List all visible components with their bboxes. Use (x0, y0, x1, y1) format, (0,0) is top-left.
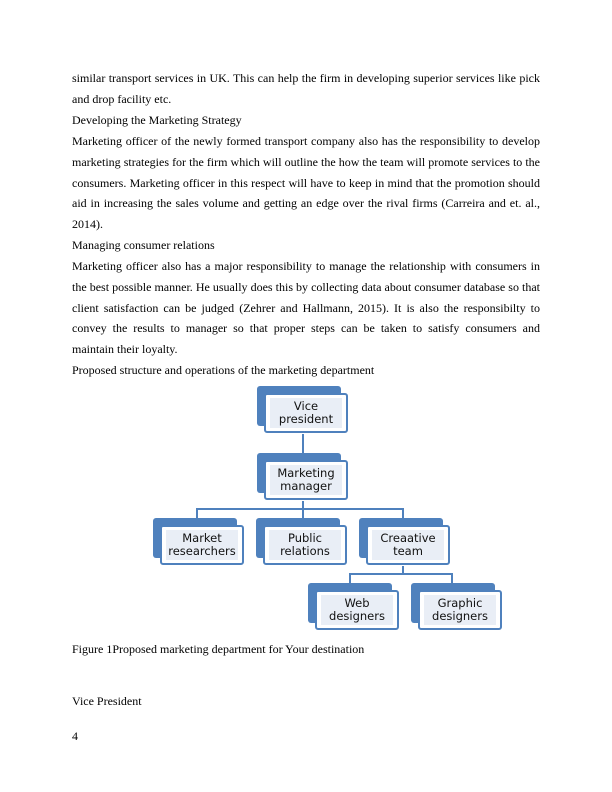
org-node-label: Public relations (269, 530, 341, 560)
figure-caption: Figure 1Proposed marketing department for Your destination (72, 642, 365, 656)
org-node-label: Market researchers (166, 530, 238, 560)
org-node-label: Vice president (270, 398, 342, 428)
connector-to-graphic-designers (451, 573, 453, 583)
connector-level3-bar (349, 573, 453, 575)
org-node-label: Creaative team (372, 530, 444, 560)
heading-marketing-strategy: Developing the Marketing Strategy (72, 113, 242, 127)
page-number: 4 (72, 729, 78, 743)
paragraph-marketing-strategy: Marketing officer of the newly formed transport company also has the responsibility to develop marketing strategies for the firm which will outline the how the team will promote services to the consumers. Marketing officer in this respect will have to keep in mind that the promotion should aid in increasing the sales volume and getting an edge over the rival firms (Carreira and et. al., 2014). (72, 134, 540, 232)
org-node-label: Marketing manager (270, 465, 342, 495)
connector-vp-manager (302, 434, 304, 454)
org-node-label: Graphic designers (424, 595, 496, 625)
connector-level2-bar (196, 508, 404, 510)
paragraph-consumer-relations: Marketing officer also has a major responsibility to manage the relationship with consumers in the best possible manner. He usually does this by collecting data about consumer database so that client satisfaction can be judged (Zehrer and Hallmann, 2015). It is also the responsibilty to convey the results to manager so that proper steps can be taken to satisfy consumers and maintain their loyalty. (72, 259, 540, 357)
paragraph-intro: similar transport services in UK. This can help the firm in developing superior services like pick and drop facility etc. (72, 71, 540, 106)
section-heading-vice-president: Vice President (72, 694, 142, 708)
org-node-label: Web designers (321, 595, 393, 625)
connector-to-web-designers (349, 573, 351, 583)
heading-proposed-structure: Proposed structure and operations of the marketing department (72, 363, 375, 377)
heading-consumer-relations: Managing consumer relations (72, 238, 215, 252)
